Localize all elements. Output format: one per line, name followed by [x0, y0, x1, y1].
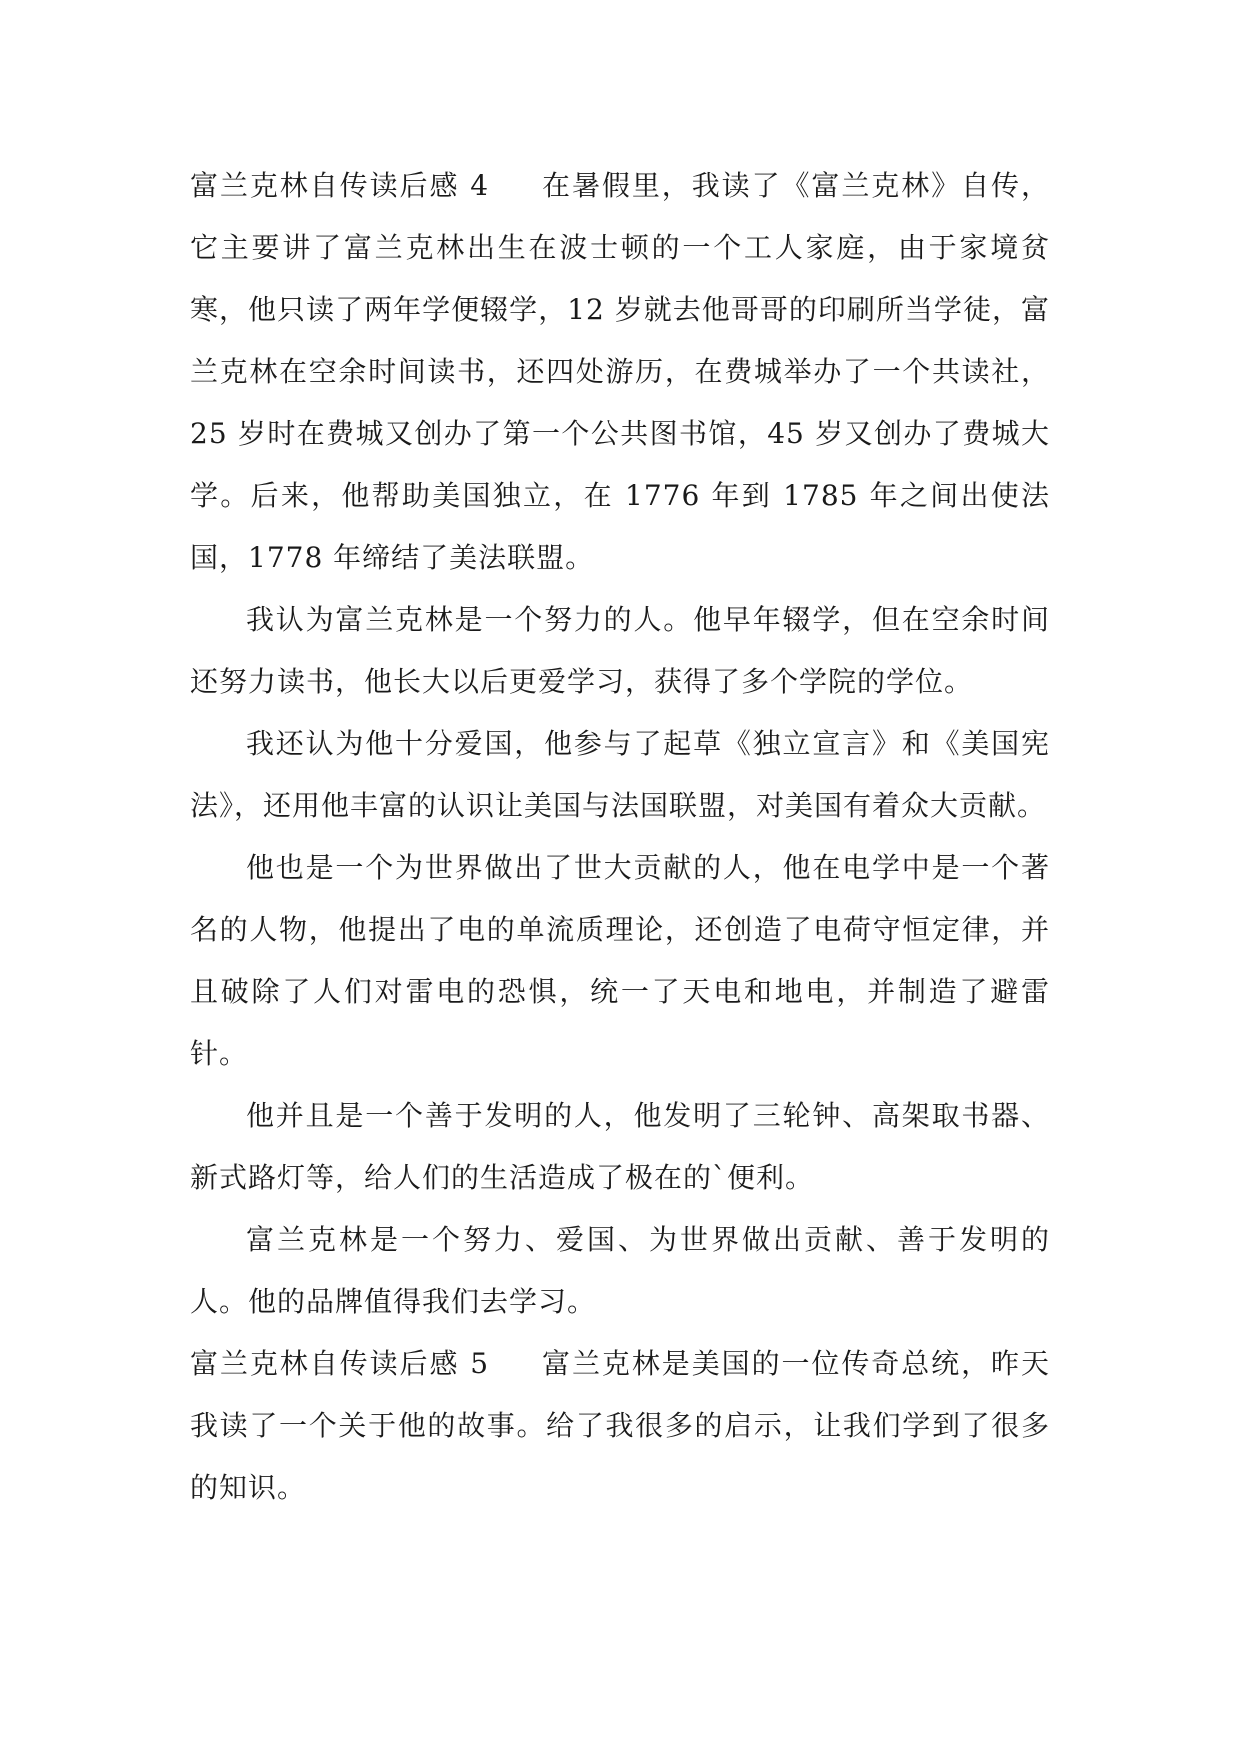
paragraph-contribution: 他也是一个为世界做出了世大贡献的人，他在电学中是一个著名的人物，他提出了电的单流质理论，还创造了电荷守恒定律，并且破除了人们对雷电的恐惧，统一了天电和地电，并制造了避雷针。 [190, 851, 1050, 1070]
section-4-heading: 富兰克林自传读后感 4 [190, 169, 490, 202]
section-4-intro-paragraph [190, 155, 1050, 589]
section-5-intro-text: 富兰克林是美国的一位传奇总统，昨天我读了一个关于他的故事。给了我很多的启示，让我们学到了很多的知识。 [190, 1347, 1050, 1504]
paragraph-hardworking: 我认为富兰克林是一个努力的人。他早年辍学，但在空余时间还努力读书，他长大以后更爱学习，获得了多个学院的学位。 [190, 603, 1050, 698]
section-5-heading: 富兰克林自传读后感 5 [190, 1347, 490, 1380]
section-5-intro-paragraph [190, 1333, 1050, 1519]
paragraph-inventor: 他并且是一个善于发明的人，他发明了三轮钟、高架取书器、新式路灯等，给人们的生活造成了极在的`便利。 [190, 1099, 1050, 1194]
essay-body [190, 155, 1050, 1519]
paragraph-summary: 富兰克林是一个努力、爱国、为世界做出贡献、善于发明的人。他的品牌值得我们去学习。 [190, 1223, 1050, 1318]
paragraph-patriotic: 我还认为他十分爱国，他参与了起草《独立宣言》和《美国宪法》，还用他丰富的认识让美国与法国联盟，对美国有着众大贡献。 [190, 727, 1050, 822]
section-4-intro-text: 在暑假里，我读了《富兰克林》自传，它主要讲了富兰克林出生在波士顿的一个工人家庭，由于家境贫寒，他只读了两年学便辍学，12 岁就去他哥哥的印刷所当学徒，富兰克林在空余时间读书，还四处游历，在费城举办了一个共读社，25 岁时在费城又创办了第一个公共图书馆，45 岁又创办了费城大学。后来，他帮助美国独立，在 1776 年到 1785 年之间出使法国，1778 年缔结了美法联盟。 [190, 169, 1050, 574]
